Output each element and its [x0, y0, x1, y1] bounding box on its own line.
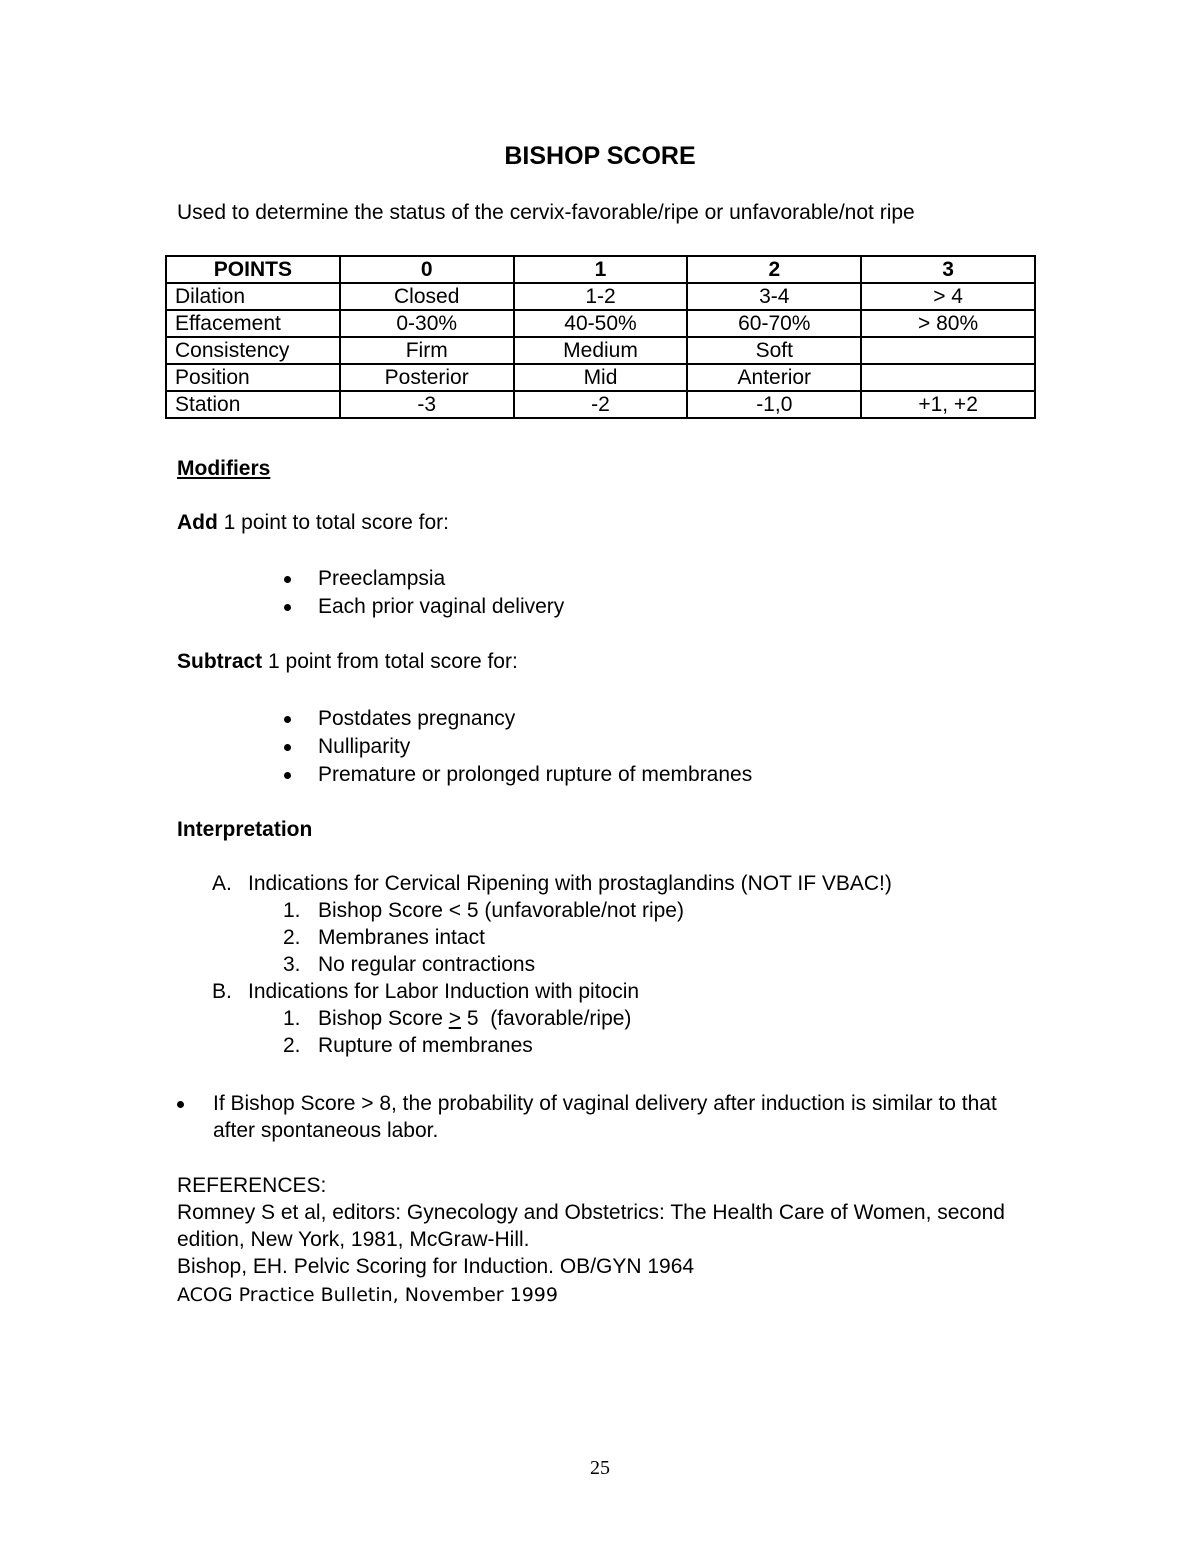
table-row-label: Station: [166, 391, 340, 418]
reference-item: Romney S et al, editors: Gynecology and Obstetrics: The Health Care of Women, second edition, New York, 1981, McGraw-Hill.: [177, 1201, 1005, 1251]
table-cell: 60-70%: [687, 310, 861, 337]
table-row: [166, 310, 1035, 337]
table-cell: > 80%: [861, 310, 1035, 337]
subtract-description: 1 point from total score for:: [262, 650, 518, 673]
list-item-text: Bishop Score < 5 (unfavorable/not ripe): [318, 899, 684, 922]
interpretation-heading: Interpretation: [177, 818, 313, 841]
table-row: [166, 337, 1035, 364]
table-header-cell: 0: [340, 256, 514, 283]
list-item-text-part: Bishop Score: [318, 1007, 449, 1030]
list-marker: 1.: [283, 1007, 301, 1030]
list-item-text: Membranes intact: [318, 926, 485, 949]
table-header-cell: 2: [687, 256, 861, 283]
list-marker: 2.: [283, 926, 301, 949]
add-modifier-text: [177, 511, 449, 535]
table-cell: 1-2: [514, 283, 688, 310]
table-row: [166, 391, 1035, 418]
note-text: If Bishop Score > 8, the probability of vaginal delivery after induction is similar to that after spontaneous labor.: [213, 1092, 997, 1142]
table-cell: Anterior: [687, 364, 861, 391]
table-row-label: Position: [166, 364, 340, 391]
table-cell: > 4: [861, 283, 1035, 310]
table-cell: Mid: [514, 364, 688, 391]
greater-equal-symbol: >: [448, 1007, 462, 1030]
table-row-label: Consistency: [166, 337, 340, 364]
list-item: Nulliparity: [278, 733, 752, 761]
table-row: [166, 364, 1035, 391]
page-title: BISHOP SCORE: [504, 142, 696, 170]
list-item-text: Rupture of membranes: [318, 1034, 533, 1057]
subtract-modifier-list: [278, 705, 752, 789]
subtract-label: Subtract: [177, 650, 263, 673]
page-number: 25: [590, 1457, 610, 1479]
table-cell: Medium: [514, 337, 688, 364]
reference-item: ACOG Practice Bulletin, November 1999: [177, 1284, 558, 1306]
table-cell: 0-30%: [340, 310, 514, 337]
list-marker: 1.: [283, 899, 301, 922]
add-label: Add: [177, 511, 218, 534]
table-header-cell: POINTS: [166, 256, 340, 283]
list-marker: B.: [212, 980, 232, 1003]
table-header-cell: 1: [514, 256, 688, 283]
add-description: 1 point to total score for:: [217, 511, 449, 534]
table-row-label: Effacement: [166, 310, 340, 337]
list-item-text: Indications for Cervical Ripening with prostaglandins (NOT IF VBAC!): [248, 872, 892, 895]
list-item-text: [318, 1005, 631, 1032]
bishop-score-table: [165, 255, 1036, 419]
list-marker: A.: [212, 872, 232, 895]
subtitle: Used to determine the status of the cervix-favorable/ripe or unfavorable/not ripe: [177, 201, 915, 224]
references-heading: REFERENCES:: [177, 1174, 327, 1197]
table-header-cell: 3: [861, 256, 1035, 283]
table-cell: Soft: [687, 337, 861, 364]
list-item-text: No regular contractions: [318, 953, 536, 976]
modifiers-heading: Modifiers: [177, 457, 271, 480]
list-item: Each prior vaginal delivery: [278, 593, 564, 621]
table-cell: Firm: [340, 337, 514, 364]
list-marker: 2.: [283, 1034, 301, 1057]
add-modifier-list: [278, 565, 564, 621]
table-row-label: Dilation: [166, 283, 340, 310]
bullet-icon: [177, 1101, 184, 1108]
table-cell: +1, +2: [861, 391, 1035, 418]
table-cell: -3: [340, 391, 514, 418]
table-cell: 40-50%: [514, 310, 688, 337]
list-marker: 3.: [283, 953, 301, 976]
reference-item: Bishop, EH. Pelvic Scoring for Induction. OB/GYN 1964: [177, 1255, 695, 1278]
table-cell: [861, 337, 1035, 364]
list-item: Postdates pregnancy: [278, 705, 752, 733]
probability-note: [177, 1090, 1037, 1144]
table-header-row: [166, 256, 1035, 283]
list-item: Preeclampsia: [278, 565, 564, 593]
list-item: Premature or prolonged rupture of membranes: [278, 761, 752, 789]
table-cell: -1,0: [687, 391, 861, 418]
list-item-text: Indications for Labor Induction with pitocin: [248, 980, 640, 1003]
table-row: [166, 283, 1035, 310]
table-cell: -2: [514, 391, 688, 418]
list-item-text-part: 5 (favorable/ripe): [461, 1007, 632, 1030]
table-cell: Posterior: [340, 364, 514, 391]
subtract-modifier-text: [177, 650, 518, 674]
table-cell: 3-4: [687, 283, 861, 310]
table-cell: Closed: [340, 283, 514, 310]
table-cell: [861, 364, 1035, 391]
references: [177, 1172, 1057, 1310]
